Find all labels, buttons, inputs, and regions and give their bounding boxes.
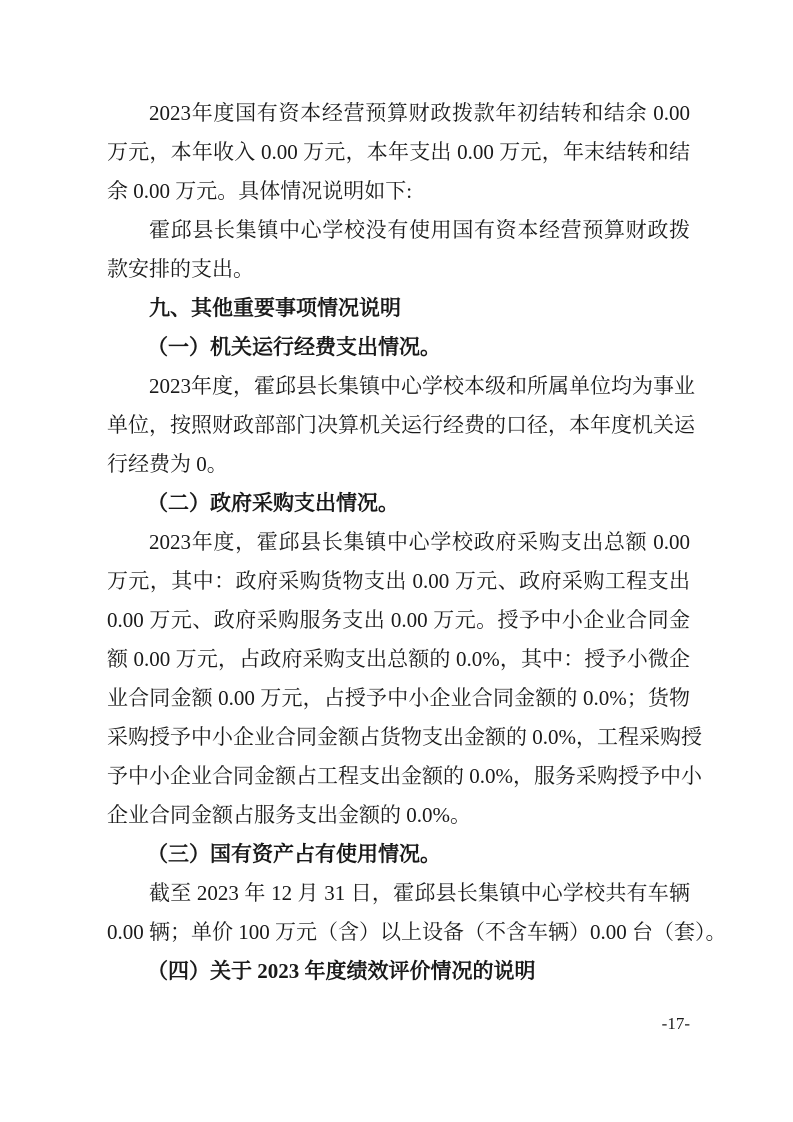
paragraph — [107, 523, 702, 835]
text-line: 2023年度国有资本经营预算财政拨款年初结转和结余 0.00 — [149, 101, 690, 125]
subsection-heading — [107, 328, 690, 367]
text-line: 截至 2023 年 12 月 31 日，霍邱县长集镇中心学校共有车辆 — [149, 881, 690, 905]
page-number: -17- — [661, 1014, 690, 1033]
subsection-heading — [107, 484, 690, 523]
paragraph — [107, 94, 690, 211]
text-line: 万元，本年收入 0.00 万元，本年支出 0.00 万元，年末结转和结 — [107, 140, 690, 164]
text-line: 2023年度，霍邱县长集镇中心学校本级和所属单位均为事业 — [149, 374, 695, 398]
text-line: 0.00 万元、政府采购服务支出 0.00 万元。授予中小企业合同金 — [107, 608, 690, 632]
section-heading — [107, 289, 690, 328]
paragraph — [107, 211, 690, 289]
text-line: 余 0.00 万元。具体情况说明如下: — [107, 179, 413, 203]
document-body — [107, 94, 727, 991]
text-line: 额 0.00 万元，占政府采购支出总额的 0.0%，其中：授予小微企 — [107, 647, 690, 671]
text-line: 单位，按照财政部部门决算机关运行经费的口径，本年度机关运 — [107, 413, 695, 437]
text-line: 款安排的支出。 — [107, 257, 254, 281]
text-line: （二）政府采购支出情况。 — [147, 491, 399, 515]
text-line: 行经费为 0。 — [107, 452, 228, 476]
text-line: 企业合同金额占服务支出金额的 0.0%。 — [107, 803, 471, 827]
text-line: 霍邱县长集镇中心学校没有使用国有资本经营预算财政拨 — [149, 218, 690, 242]
text-line: 采购授予中小企业合同金额占货物支出金额的 0.0%，工程采购授 — [107, 725, 702, 749]
text-line: 九、其他重要事项情况说明 — [149, 296, 401, 320]
paragraph — [107, 874, 727, 952]
text-line: （一）机关运行经费支出情况。 — [147, 335, 441, 359]
text-line: 万元，其中：政府采购货物支出 0.00 万元、政府采购工程支出 — [107, 569, 690, 593]
subsection-heading — [107, 835, 690, 874]
text-line: 0.00 辆；单价 100 万元（含）以上设备（不含车辆）0.00 台（套）。 — [107, 920, 727, 944]
text-line: 2023年度，霍邱县长集镇中心学校政府采购支出总额 0.00 — [149, 530, 690, 554]
text-line: （四）关于 2023 年度绩效评价情况的说明 — [147, 959, 536, 983]
text-line: 业合同金额 0.00 万元，占授予中小企业合同金额的 0.0%；货物 — [107, 686, 690, 710]
text-line: 予中小企业合同金额占工程支出金额的 0.0%，服务采购授予中小 — [107, 764, 702, 788]
subsection-heading — [107, 952, 690, 991]
text-line: （三）国有资产占有使用情况。 — [147, 842, 441, 866]
paragraph — [107, 367, 695, 484]
